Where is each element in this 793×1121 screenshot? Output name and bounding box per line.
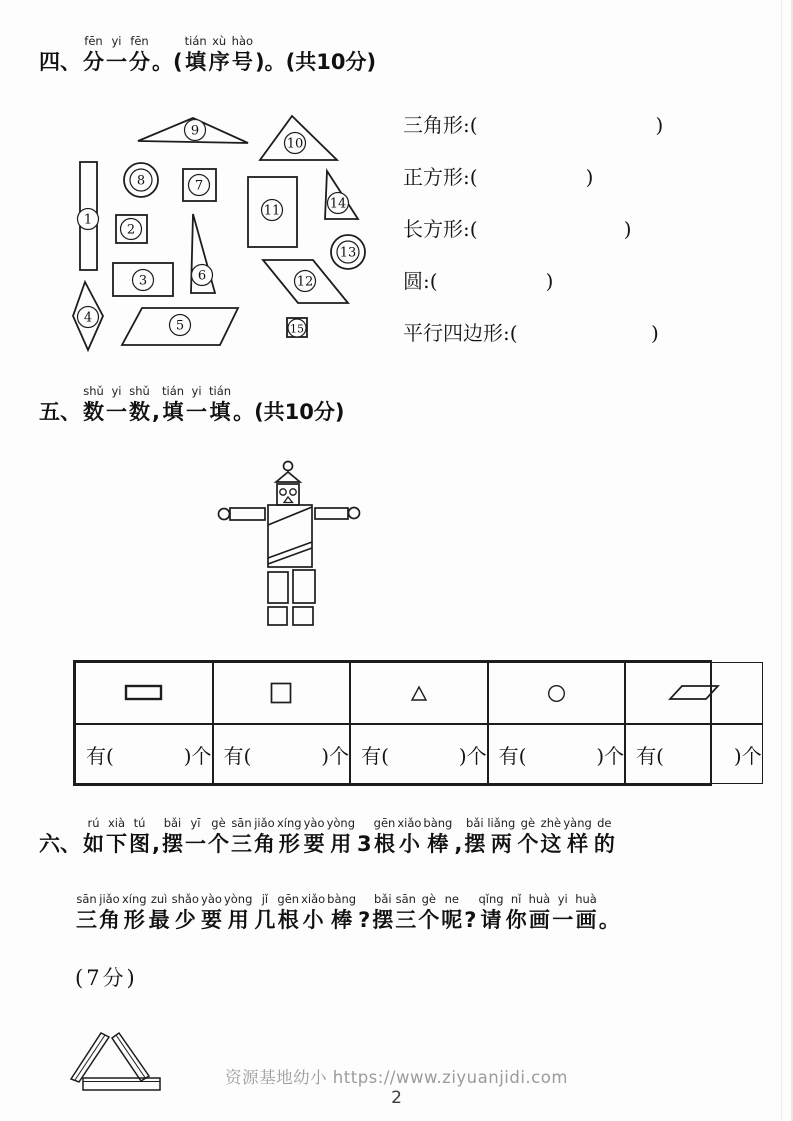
answer-line-circle: 圆:( ) bbox=[403, 269, 554, 293]
page-number: 2 bbox=[391, 1088, 402, 1108]
circle-symbol bbox=[547, 684, 566, 703]
section6-score: (7分) bbox=[75, 966, 138, 990]
svg-text:2: 2 bbox=[126, 222, 136, 238]
svg-text:9: 9 bbox=[190, 123, 200, 139]
section4-heading: 四、 fēn 分 yi 一 fēn 分 。( tián 填 xù 序 hào 号 )。(共10分) bbox=[39, 34, 377, 74]
robot-antenna-circle bbox=[284, 462, 293, 471]
svg-text:1: 1 bbox=[83, 212, 93, 228]
robot-figure bbox=[215, 448, 365, 633]
square-symbol-cell bbox=[213, 662, 351, 724]
robot-leg-left bbox=[268, 572, 288, 603]
answer-line-rectangle: 长方形:( ) bbox=[403, 217, 632, 241]
svg-text:13: 13 bbox=[339, 245, 357, 261]
svg-text:8: 8 bbox=[136, 173, 146, 189]
page-edge-lines bbox=[781, 0, 793, 1121]
svg-text:10: 10 bbox=[286, 136, 304, 152]
answer-line-parallelogram: 平行四边形:( ) bbox=[403, 321, 659, 345]
robot-eye-right bbox=[290, 489, 296, 495]
classification-answers bbox=[403, 99, 763, 359]
robot-hand-left-circle bbox=[219, 509, 230, 520]
robot-arm-right bbox=[315, 508, 348, 519]
robot-leg-right bbox=[293, 570, 315, 603]
rectangle-symbol-cell bbox=[75, 662, 213, 724]
robot-foot-right bbox=[293, 607, 313, 625]
svg-text:5: 5 bbox=[175, 318, 185, 334]
svg-text:7: 7 bbox=[194, 178, 204, 194]
shapes-figure bbox=[55, 95, 395, 365]
answer-line-triangle: 三角形:( ) bbox=[403, 113, 664, 137]
parallelogram-symbol bbox=[668, 684, 720, 702]
robot-torso bbox=[268, 505, 312, 567]
robot-torso-diagonal-top bbox=[268, 507, 312, 525]
count-cell-parallelogram: 有( )个 bbox=[625, 724, 763, 784]
robot-hand-right-circle bbox=[349, 508, 360, 519]
section5-heading: 五、 shǔ 数 yi 一 shǔ 数 , tián 填 yi 一 tián 填 。(共10分) bbox=[39, 384, 345, 424]
svg-text:3: 3 bbox=[138, 273, 148, 289]
svg-text:15: 15 bbox=[290, 322, 304, 336]
svg-text:12: 12 bbox=[296, 274, 314, 290]
answer-line-square: 正方形:( ) bbox=[403, 165, 594, 189]
circle-symbol-cell bbox=[488, 662, 626, 724]
svg-text:6: 6 bbox=[197, 268, 207, 284]
count-table bbox=[73, 660, 762, 786]
robot-hat-triangle bbox=[276, 472, 300, 482]
section6-line2: sān 三 jiǎo 角 xíng 形 zuì 最 shǎo 少 yào 要 yòng 用 jǐ 几 gēn 根 xiǎo 小 bàng 棒 ? bǎi 摆 sān 三 gè 个 ne 呢 ? qǐng 请 nǐ 你 huà 画 yi 一 huà 画 。 bbox=[76, 892, 620, 932]
svg-text:4: 4 bbox=[83, 310, 93, 326]
svg-text:14: 14 bbox=[329, 196, 347, 212]
parallelogram-symbol-cell bbox=[625, 662, 763, 724]
robot-foot-left bbox=[268, 607, 287, 625]
section6-line1: 六、 rú 如 xià 下 tú 图 , bǎi 摆 yī 一 gè 个 sān 三 jiǎo 角 xíng 形 yào 要 yòng 用 3 gēn 根 xiǎo 小 bàng 棒 , bǎi 摆 liǎng 两 gè 个 zhè 这 yàng 样 de 的 bbox=[39, 816, 615, 856]
triangle-symbol bbox=[410, 685, 428, 702]
triangle-symbol-cell bbox=[350, 662, 488, 724]
shape-number-badges bbox=[78, 120, 360, 338]
svg-text:11: 11 bbox=[263, 203, 281, 219]
count-cell-rectangle: 有( )个 bbox=[75, 724, 213, 784]
count-cell-triangle: 有( )个 bbox=[350, 724, 488, 784]
robot-arm-left bbox=[230, 508, 265, 520]
rectangle-symbol bbox=[124, 684, 164, 702]
robot-eye-left bbox=[280, 489, 286, 495]
footer-credit: 资源基地幼小 https://www.ziyuanjidi.com bbox=[225, 1068, 568, 1087]
square-symbol bbox=[270, 682, 292, 704]
count-cell-square: 有( )个 bbox=[213, 724, 351, 784]
robot-mouth-triangle bbox=[284, 497, 293, 503]
count-cell-circle: 有( )个 bbox=[488, 724, 626, 784]
